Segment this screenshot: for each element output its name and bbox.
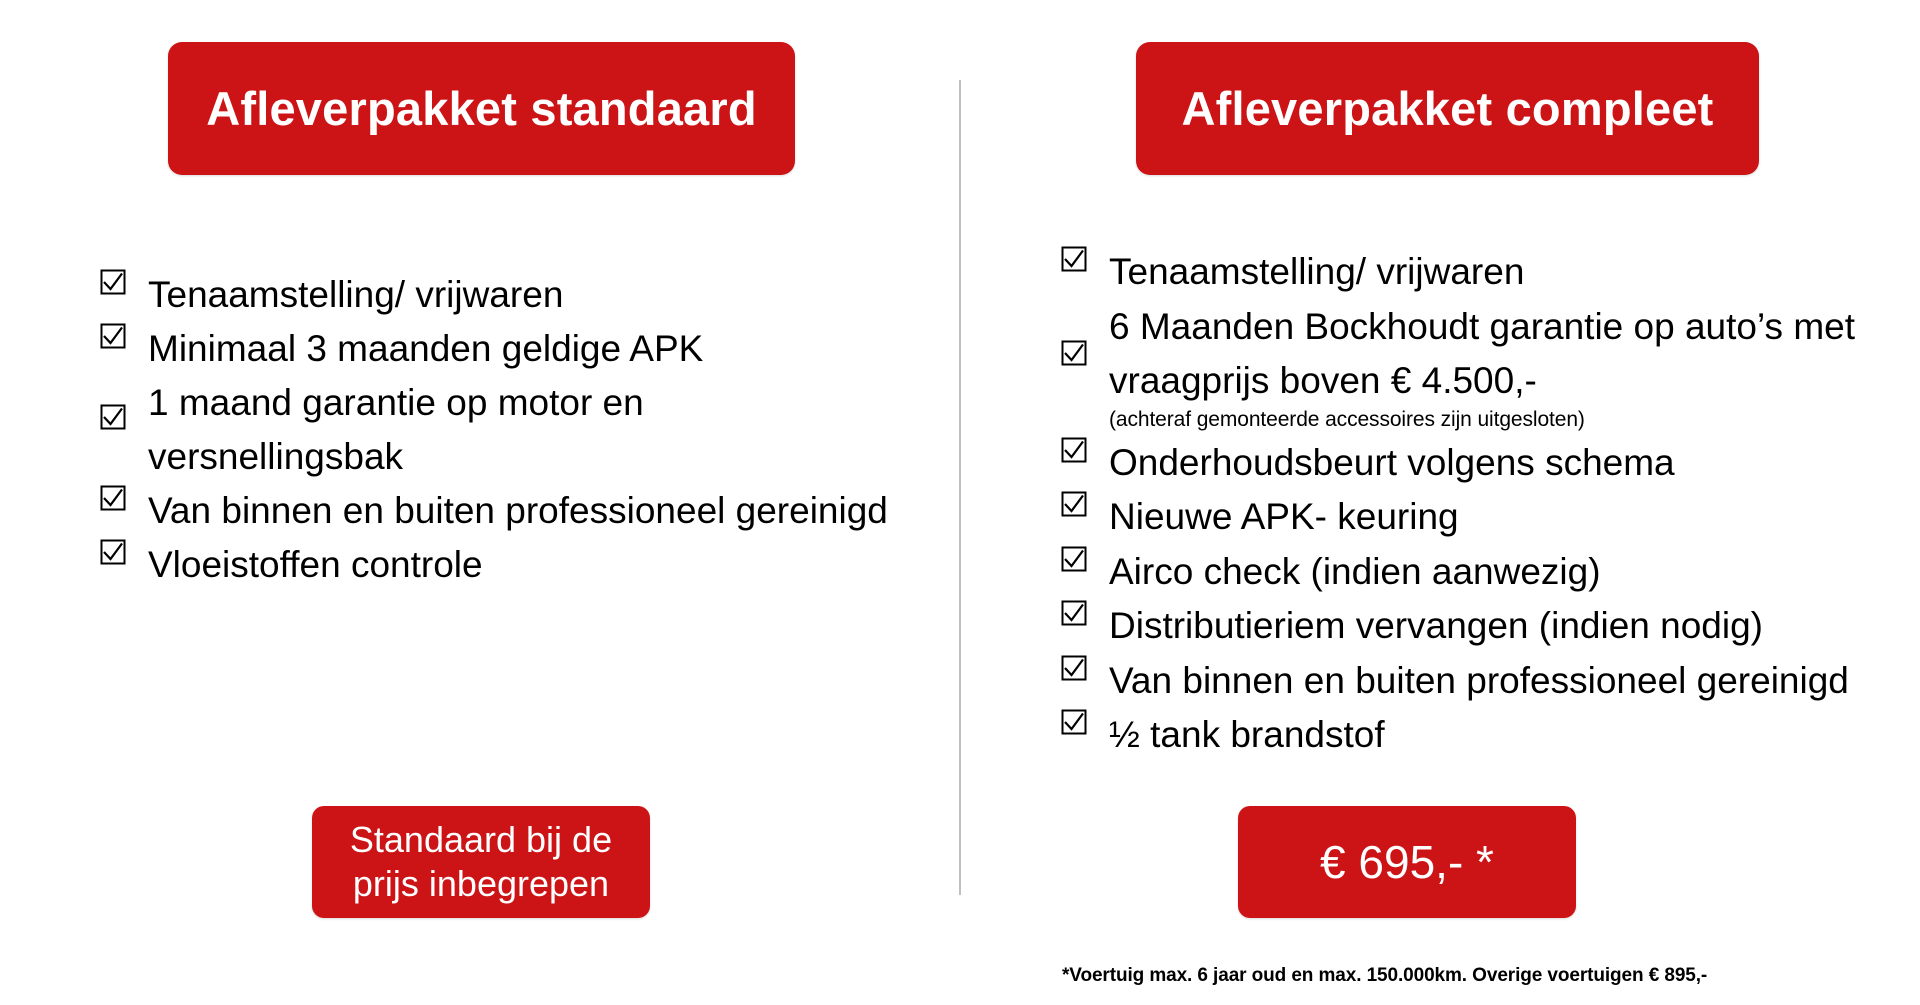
list-item-label: Distributieriem vervangen (indien nodig): [1109, 605, 1763, 646]
package-title-standaard: Afleverpakket standaard: [168, 42, 795, 175]
list-item-label: Nieuwe APK- keuring: [1109, 496, 1459, 537]
checkbox-checked-icon: [100, 539, 126, 565]
list-item: [100, 484, 890, 538]
list-item: [100, 322, 890, 376]
checkbox-checked-icon: [1061, 491, 1087, 517]
package-title-compleet: Afleverpakket compleet: [1136, 42, 1759, 175]
list-item: [1061, 545, 1891, 600]
checkbox-checked-icon: [100, 485, 126, 511]
list-item: [1061, 599, 1891, 654]
list-item: [1061, 245, 1891, 300]
price-footnote: *Voertuig max. 6 jaar oud en max. 150.000km. Overige voertuigen € 895,-: [1062, 965, 1708, 986]
package-column-standaard: [0, 0, 959, 1005]
list-item-label: Van binnen en buiten professioneel gereinigd: [1109, 659, 1849, 701]
checkbox-checked-icon: [100, 323, 126, 349]
list-item-label: Onderhoudsbeurt volgens schema: [1109, 441, 1675, 483]
list-item: [1061, 490, 1891, 545]
list-item-note: (achteraf gemonteerde accessoires zijn uitgesloten): [1109, 407, 1585, 431]
feature-list-compleet: [1061, 245, 1891, 763]
list-item-label: Vloeistoffen controle: [148, 544, 483, 585]
list-item: [1061, 708, 1891, 763]
list-item: [100, 538, 890, 592]
list-item-label: Tenaamstelling/ vrijwaren: [1109, 251, 1525, 292]
checkbox-checked-icon: [1061, 546, 1087, 572]
list-item: [100, 268, 890, 322]
checkbox-checked-icon: [1061, 437, 1087, 463]
price-badge-compleet: € 695,- *: [1238, 806, 1576, 918]
checkbox-checked-icon: [100, 404, 126, 430]
list-item-label: Minimaal 3 maanden geldige APK: [148, 328, 704, 369]
list-item-label: 1 maand garantie op motor en versnellingsbak: [148, 382, 644, 477]
price-badge-standaard: Standaard bij de prijs inbegrepen: [312, 806, 650, 918]
checkbox-checked-icon: [1061, 709, 1087, 735]
list-item-label: 6 Maanden Bockhoudt garantie op auto’s met vraagprijs boven € 4.500,-: [1109, 305, 1855, 401]
list-item-label: Airco check (indien aanwezig): [1109, 550, 1601, 592]
checkbox-checked-icon: [1061, 600, 1087, 626]
package-column-compleet: [961, 0, 1920, 1005]
list-item: [1061, 300, 1891, 433]
checkbox-checked-icon: [1061, 340, 1087, 366]
list-item: [1061, 436, 1891, 491]
list-item: [100, 376, 890, 484]
list-item: [1061, 654, 1891, 709]
list-item-label: ½ tank brandstof: [1109, 714, 1385, 755]
checkbox-checked-icon: [100, 269, 126, 295]
feature-list-standaard: [100, 268, 890, 592]
list-item-label: Van binnen en buiten professioneel gereinigd: [148, 490, 888, 531]
checkbox-checked-icon: [1061, 655, 1087, 681]
list-item-label: Tenaamstelling/ vrijwaren: [148, 274, 564, 315]
checkbox-checked-icon: [1061, 246, 1087, 272]
